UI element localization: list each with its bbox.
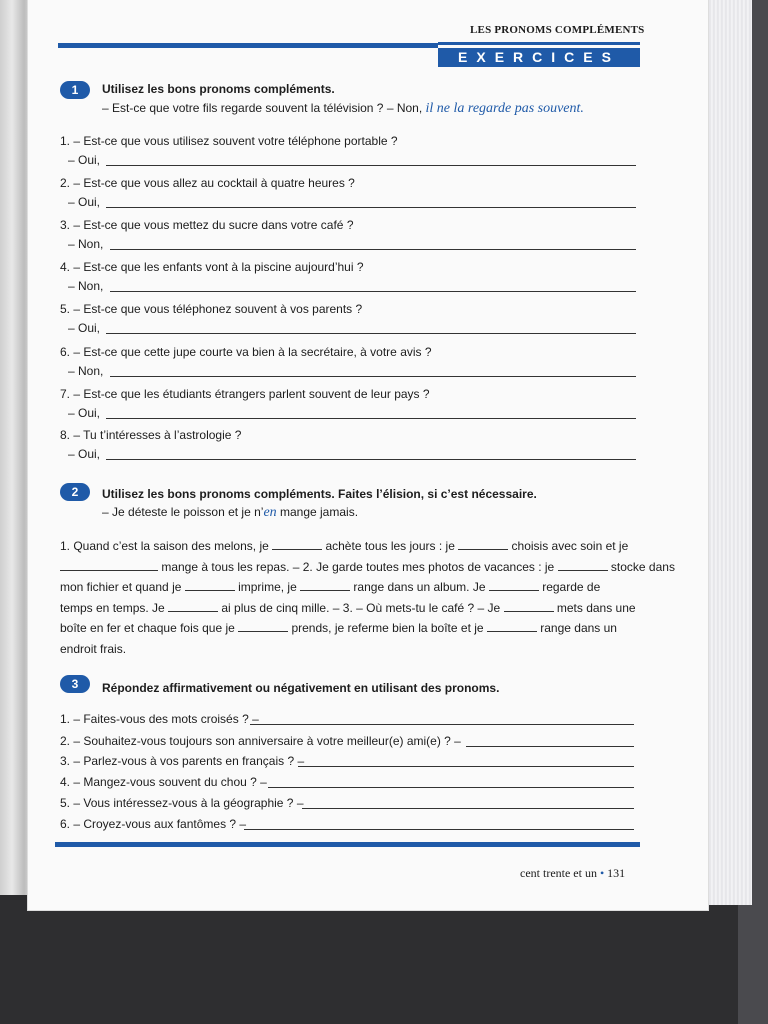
paragraph-text: mets dans une	[553, 600, 636, 615]
exercise-1-question: 8. – Tu t’intéresses à l’astrologie ?	[60, 428, 242, 442]
paragraph-text: stocke dans	[607, 559, 675, 574]
exercise-3-title: Répondez affirmativement ou négativement en utilisant des pronoms.	[102, 681, 500, 695]
fill-blank[interactable]	[504, 601, 554, 612]
exercise-1-answer-prefix: – Oui,	[68, 406, 101, 420]
fill-blank[interactable]	[558, 560, 608, 571]
answer-blank[interactable]	[466, 746, 634, 747]
banner-top-line	[438, 42, 640, 45]
paragraph-text: achète tous les jours : je	[322, 539, 459, 553]
paragraph-line	[60, 577, 640, 598]
paragraph-line	[60, 639, 640, 660]
exercise-1-answer-prefix: – Oui,	[68, 195, 101, 209]
fill-blank[interactable]	[168, 601, 218, 612]
paragraph-line	[60, 618, 640, 639]
background-surface	[0, 900, 768, 1024]
exercise-3-question: 3. – Parlez-vous à vos parents en français ? –	[60, 754, 305, 768]
fill-blank[interactable]	[300, 580, 350, 591]
exercise-2-paragraph	[60, 536, 675, 659]
page-number-words: cent trente et un	[520, 866, 597, 880]
exercise-2-title: Utilisez les bons pronoms compléments. Faites l’élision, si c’est nécessaire.	[102, 487, 537, 501]
paragraph-line	[60, 536, 640, 557]
fill-blank[interactable]	[458, 539, 508, 550]
fill-blank[interactable]	[272, 539, 322, 550]
answer-blank[interactable]	[250, 724, 634, 725]
top-rule	[58, 43, 438, 48]
fill-blank[interactable]	[489, 580, 539, 591]
exercise-1-answer-prefix: – Oui,	[68, 153, 101, 167]
answer-blank[interactable]	[106, 165, 636, 166]
example-question: – Est-ce que votre fils regarde souvent la télévision ? – Non,	[102, 101, 423, 115]
paragraph-text: range dans un	[536, 621, 617, 635]
example-pre: – Je déteste le poisson et je n’	[102, 505, 264, 519]
exercise-1-question: 7. – Est-ce que les étudiants étrangers parlent souvent de leur pays ?	[60, 387, 430, 401]
paragraph-text: prends, je referme bien la boîte et je	[288, 621, 487, 635]
exercise-1-answer-prefix: – Non,	[68, 364, 104, 378]
exercices-banner: EXERCICES	[438, 48, 640, 67]
example-handwritten-answer: il ne la regarde pas souvent.	[425, 101, 584, 116]
exercise-1-example	[102, 101, 584, 117]
paragraph-text: 1. Quand c’est la saison des melons, je	[60, 539, 273, 553]
exercise-2-example	[102, 505, 358, 521]
paragraph-text: boîte en fer et chaque fois que je	[60, 621, 239, 635]
exercise-number-badge: 3	[60, 675, 90, 693]
paragraph-text: temps en temps. Je	[60, 600, 169, 615]
bottom-rule	[55, 842, 640, 847]
paragraph-text: endroit frais.	[60, 641, 127, 656]
example-handwritten-fill: en	[263, 505, 277, 520]
exercise-1-question: 1. – Est-ce que vous utilisez souvent votre téléphone portable ?	[60, 134, 398, 148]
exercise-3-question: 4. – Mangez-vous souvent du chou ? –	[60, 775, 267, 789]
exercise-3-question: 6. – Croyez-vous aux fantômes ? –	[60, 817, 247, 831]
paragraph-text: mon fichier et quand je	[60, 580, 185, 594]
fill-blank[interactable]	[108, 560, 158, 571]
paragraph-text: ai plus de cinq mille. – 3. – Où mets-tu le café ? – Je	[218, 600, 504, 615]
paragraph-line	[60, 598, 640, 619]
answer-blank[interactable]	[110, 291, 636, 292]
example-post: mange jamais.	[276, 505, 359, 519]
exercise-1-question: 3. – Est-ce que vous mettez du sucre dans votre café ?	[60, 218, 354, 232]
exercise-1-question: 5. – Est-ce que vous téléphonez souvent à vos parents ?	[60, 302, 363, 316]
exercise-1-answer-prefix: – Non,	[68, 279, 104, 293]
paragraph-text: choisis avec soin et je	[508, 539, 629, 553]
exercise-number-badge: 2	[60, 483, 90, 501]
footer-bullet: •	[599, 866, 605, 880]
exercise-3-question: 1. – Faites-vous des mots croisés ? –	[60, 712, 259, 726]
answer-blank[interactable]	[110, 376, 636, 377]
exercise-1-answer-prefix: – Oui,	[68, 321, 101, 335]
paragraph-text: range dans un album. Je	[350, 580, 489, 594]
exercise-number-badge: 1	[60, 81, 90, 99]
fill-blank[interactable]	[487, 621, 537, 632]
fill-blank[interactable]	[60, 560, 108, 571]
paragraph-text: mange à tous les repas. – 2. Je garde toutes mes photos de vacances : je	[158, 559, 558, 574]
answer-blank[interactable]	[106, 418, 636, 419]
answer-blank[interactable]	[302, 808, 634, 809]
exercise-1-question: 6. – Est-ce que cette jupe courte va bien à la secrétaire, à votre avis ?	[60, 345, 432, 359]
exercise-3-question: 2. – Souhaitez-vous toujours son anniversaire à votre meilleur(e) ami(e) ? –	[60, 734, 461, 748]
paragraph-line	[60, 557, 675, 578]
exercise-3-question: 5. – Vous intéressez-vous à la géographie ? –	[60, 796, 304, 810]
answer-blank[interactable]	[244, 829, 634, 830]
answer-blank[interactable]	[106, 459, 636, 460]
exercise-1-answer-prefix: – Non,	[68, 237, 104, 251]
answer-blank[interactable]	[298, 766, 634, 767]
answer-blank[interactable]	[106, 333, 636, 334]
page-footer	[520, 866, 625, 881]
answer-blank[interactable]	[106, 207, 636, 208]
answer-blank[interactable]	[110, 249, 636, 250]
page-number: 131	[607, 866, 626, 880]
exercise-1-answer-prefix: – Oui,	[68, 447, 101, 461]
answer-blank[interactable]	[268, 787, 634, 788]
exercise-1-question: 4. – Est-ce que les enfants vont à la piscine aujourd’hui ?	[60, 260, 364, 274]
fill-blank[interactable]	[238, 621, 288, 632]
fill-blank[interactable]	[185, 580, 235, 591]
running-head: LES PRONOMS COMPLÉMENTS	[470, 24, 645, 36]
exercise-1-question: 2. – Est-ce que vous allez au cocktail à quatre heures ?	[60, 176, 355, 190]
paragraph-text: regarde de	[538, 580, 601, 594]
exercise-1-title: Utilisez les bons pronoms compléments.	[102, 82, 335, 96]
paragraph-text: imprime, je	[234, 580, 301, 594]
